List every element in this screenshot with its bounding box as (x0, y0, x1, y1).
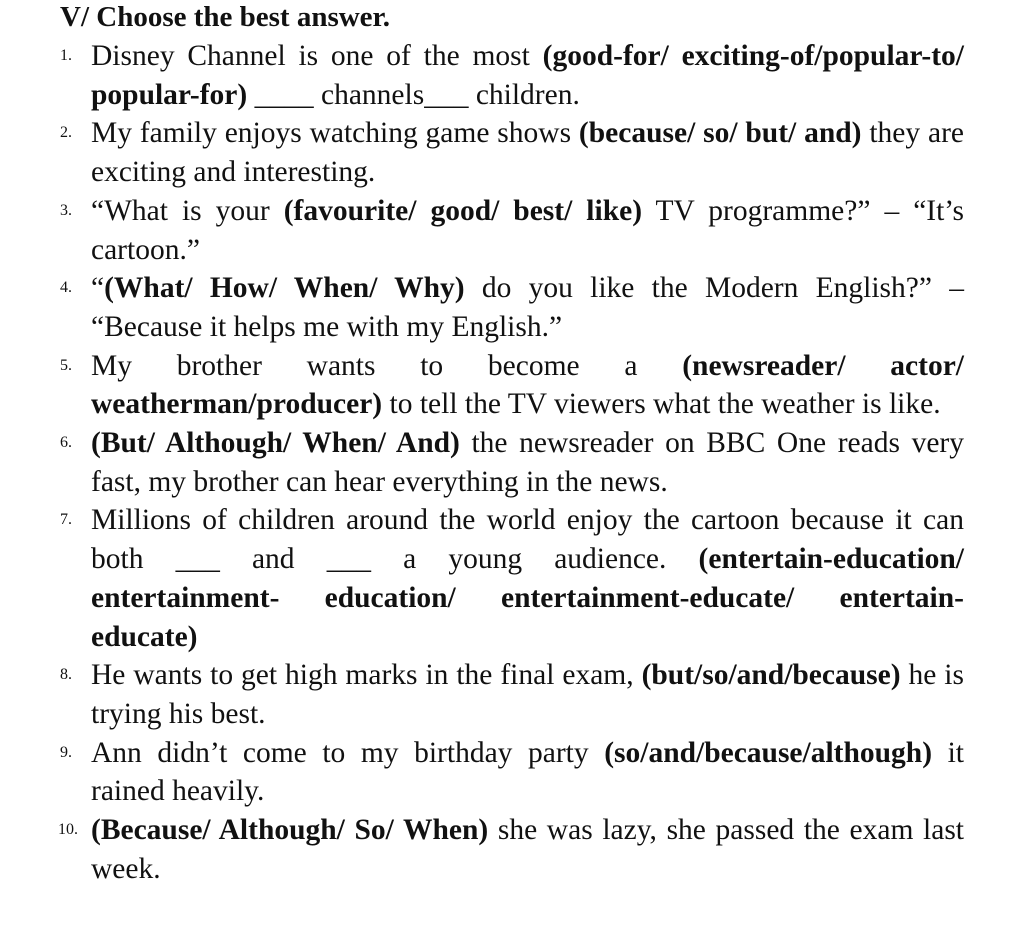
question-number: 1. (60, 47, 72, 64)
question-7 (60, 501, 964, 656)
question-text: Disney Channel is one of the most (91, 40, 543, 72)
question-4 (60, 269, 964, 346)
answer-options: (so/and/because/although) (604, 736, 933, 769)
question-3 (60, 192, 964, 269)
question-text: He wants to get high marks in the final exam, (91, 659, 642, 692)
answer-options: (But/ Although/ When/ And) (91, 427, 460, 460)
question-text: Millions of children around the world enjoy the cartoon because it can both ___ and ___ a young audience. (91, 504, 964, 576)
question-number: 4. (60, 279, 72, 297)
answer-options: (Because/ Although/ So/ When) (91, 814, 489, 847)
question-number: 3. (60, 201, 72, 219)
section-title: V/ Choose the best answer. (60, 1, 391, 33)
question-9 (60, 734, 964, 811)
question-5 (60, 347, 964, 424)
question-number: 10. (58, 821, 78, 839)
question-text-end: TV programme?” – “It’s cartoon.” (91, 194, 964, 266)
question-8 (60, 656, 964, 733)
question-text-end: do you like the Modern English?” – “Because it helps me with my English.” (91, 272, 964, 343)
question-number: 6. (60, 434, 72, 452)
question-text-end: ____ channels___ children. (247, 78, 580, 111)
question-text: My family enjoys watching game shows (91, 117, 579, 150)
question-number: 9. (60, 743, 72, 761)
answer-options: (but/so/and/because) (641, 659, 901, 692)
question-number: 8. (60, 666, 72, 684)
question-6 (60, 424, 964, 501)
question-text: “What is your (91, 194, 284, 227)
question-number: 5. (60, 356, 72, 374)
answer-options: (newsreader/ actor/ weatherman/producer) (91, 349, 964, 421)
question-text-end: she was lazy, she passed the exam last week. (91, 814, 964, 885)
question-2 (60, 114, 964, 191)
question-text-end: they are exciting and interesting. (91, 117, 964, 189)
question-text-end: it rained heavily. (91, 736, 964, 808)
question-text-end: the newsreader on BBC One reads very fast, my brother can hear everything in the news. (91, 427, 964, 498)
question-1 (60, 37, 964, 114)
answer-options: (good-for/ exciting-of/popular-to/ popular-for) (91, 40, 965, 111)
question-text: Ann didn’t come to my birthday party (91, 736, 605, 769)
answer-options: (because/ so/ but/ and) (578, 117, 862, 150)
answer-options: (entertain-education/ entertainment- education/ entertainment-educate/ entertain- educate) (91, 543, 964, 653)
answer-options: (What/ How/ When/ Why) (104, 272, 465, 305)
question-text-end: to tell the TV viewers what the weather is like. (382, 388, 941, 421)
question-number: 7. (60, 511, 72, 529)
answer-options: (favourite/ good/ best/ like) (283, 194, 643, 227)
question-text-end: he is trying his best. (91, 659, 964, 730)
question-number: 2. (60, 124, 72, 142)
question-text: “ (91, 272, 105, 305)
question-10 (60, 811, 964, 888)
question-text: My brother wants to become a (91, 349, 683, 382)
